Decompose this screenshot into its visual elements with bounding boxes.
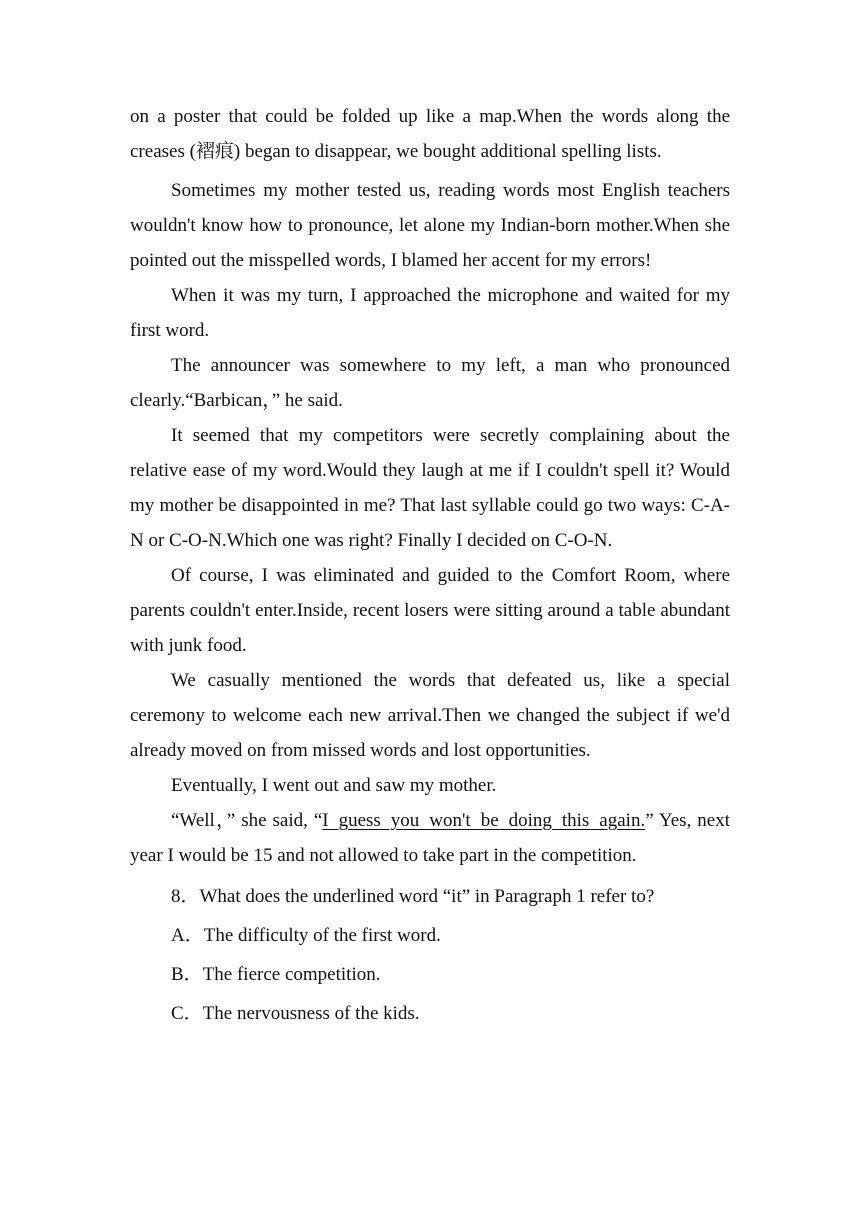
paragraph-continued: on a poster that could be folded up like a map.When the words along the creases (褶痕) began to disappear, we bought additional spelling lists. xyxy=(130,106,730,162)
option-c[interactable] xyxy=(130,994,730,1033)
option-b[interactable] xyxy=(130,955,730,994)
option-label: B． xyxy=(171,964,203,985)
paragraph-competitors: It seemed that my competitors were secretly complaining about the relative ease of my word.Would they laugh at me if I couldn't spell it? Would my mother be disappointed in me? That last syllable could go two ways: C-A-N or C-O-N.Which one was right? Finally I decided on C-O-N. xyxy=(130,425,730,551)
underlined-sentence: I guess you won't be doing this again. xyxy=(322,810,646,831)
paragraph-casually-mentioned: We casually mentioned the words that defeated us, like a special ceremony to welcome each new arrival.Then we changed the subject if we'd already moved on from missed words and lost opportunities. xyxy=(130,670,730,761)
paragraph-mother-tested: Sometimes my mother tested us, reading words most English teachers wouldn't know how to pronounce, let alone my Indian-born mother.When she pointed out the misspelled words, I blamed her accent for my errors! xyxy=(130,180,730,271)
paragraph-eliminated: Of course, I was eliminated and guided to the Comfort Room, where parents couldn't enter.Inside, recent losers were sitting around a table abundant with junk food. xyxy=(130,565,730,656)
option-label: A． xyxy=(171,925,204,946)
paragraph-announcer: The announcer was somewhere to my left, a man who pronounced clearly.“Barbican，” he said. xyxy=(130,355,730,411)
document-page xyxy=(130,99,730,1033)
option-label: C． xyxy=(171,1003,203,1024)
quote-open-text: “Well，” she said, “ xyxy=(171,810,323,831)
option-text: The difficulty of the first word. xyxy=(203,925,441,946)
question-stem: 8．What does the underlined word “it” in Paragraph 1 refer to? xyxy=(171,886,655,907)
quote-close-text: ” Yes, next year I would be 15 and not allowed to take part in the competition. xyxy=(130,810,731,866)
paragraph-well xyxy=(130,803,730,873)
paragraph-eventually: Eventually, I went out and saw my mother. xyxy=(171,775,497,796)
option-a[interactable] xyxy=(130,916,730,955)
option-text: The fierce competition. xyxy=(202,964,381,985)
paragraph-my-turn: When it was my turn, I approached the microphone and waited for my first word. xyxy=(130,285,730,341)
option-text: The nervousness of the kids. xyxy=(202,1003,420,1024)
